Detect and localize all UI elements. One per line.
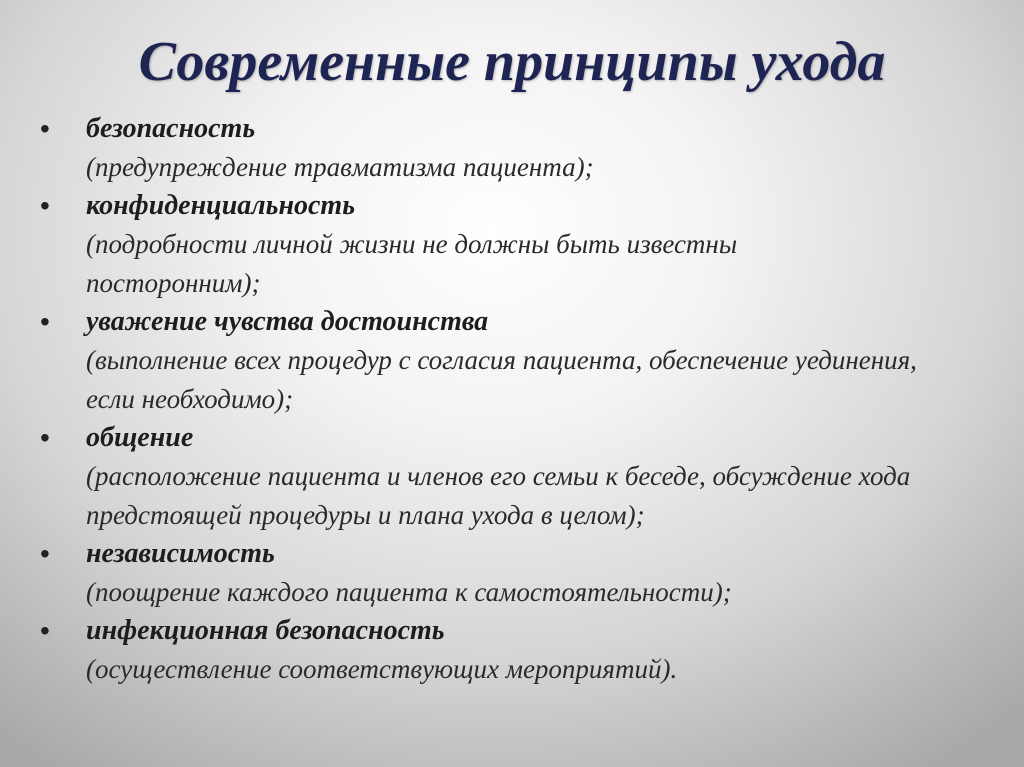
list-item-infection-safety <box>40 612 1000 689</box>
item-heading: независимость <box>86 538 275 569</box>
item-heading: конфиденциальность <box>86 190 356 221</box>
item-heading: уважение чувства достоинства <box>86 306 489 337</box>
item-description: (предупреждение травматизма пациента); <box>86 152 594 182</box>
item-heading: общение <box>86 422 194 453</box>
bullet-icon: • <box>40 190 50 221</box>
bullet-icon: • <box>40 538 50 569</box>
item-heading: инфекционная безопасность <box>86 615 445 646</box>
list-item-independence <box>40 535 1000 612</box>
list-item-confidentiality <box>40 187 1000 303</box>
item-description: (поощрение каждого пациента к самостоятельности); <box>86 577 732 607</box>
bullet-icon: • <box>40 113 50 144</box>
bullet-icon: • <box>40 306 50 337</box>
slide-title: Современные принципы ухода <box>138 31 886 93</box>
item-description: (подробности личной жизни не должны быть известны посторонним); <box>86 229 738 298</box>
item-heading: безопасность <box>86 113 256 144</box>
item-description: (выполнение всех процедур с согласия пациента, обеспечение уединения, если необходимо); <box>86 345 917 414</box>
list-item-communication <box>40 419 1000 535</box>
bullet-icon: • <box>40 615 50 646</box>
principles-list <box>40 110 1000 689</box>
item-description: (расположение пациента и членов его семьи к беседе, обсуждение хода предстоящей процедуры и плана ухода в целом); <box>86 461 911 530</box>
list-item-dignity <box>40 303 1000 419</box>
list-item-safety <box>40 110 1000 187</box>
bullet-icon: • <box>40 422 50 453</box>
item-description: (осуществление соответствующих мероприятий). <box>86 654 678 684</box>
